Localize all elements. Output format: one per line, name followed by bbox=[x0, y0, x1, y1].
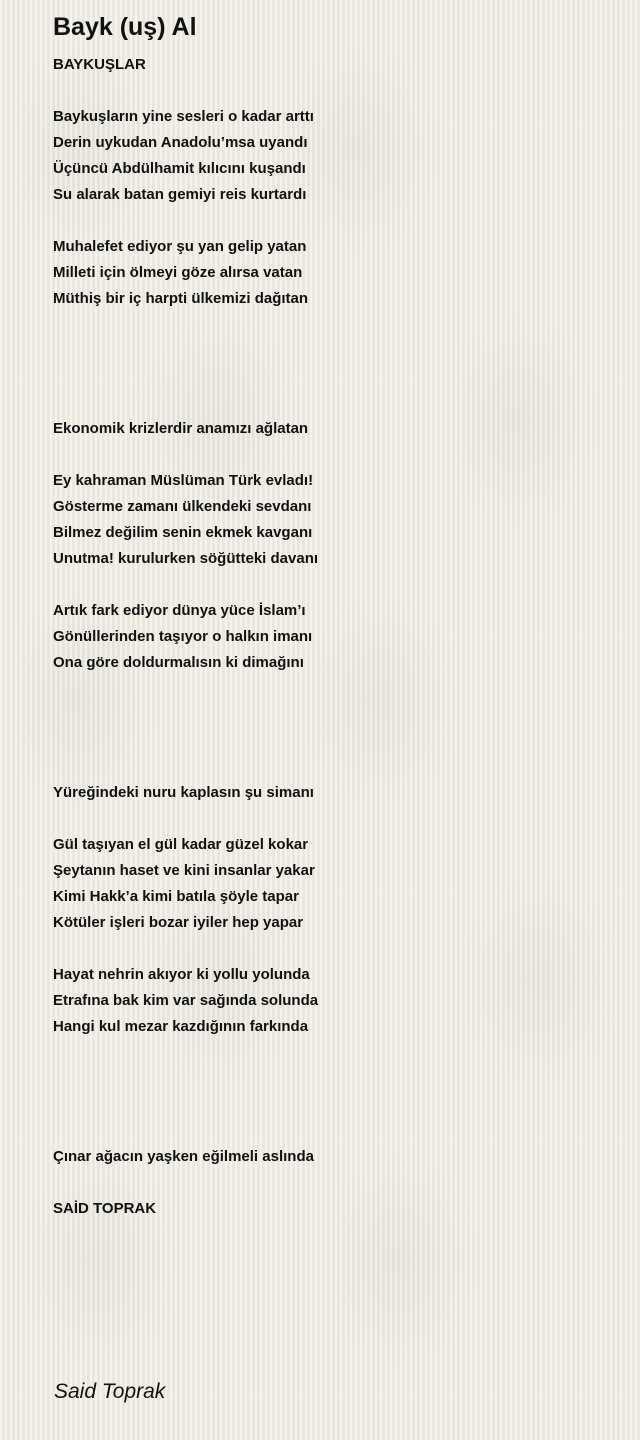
poem-line: Su alarak batan gemiyi reis kurtardı bbox=[53, 186, 307, 203]
poem-line: Müthiş bir iç harpti ülkemizi dağıtan bbox=[53, 290, 309, 307]
poem-line: Gönüllerinden taşıyor o halkın imanı bbox=[53, 628, 313, 645]
poem-line: Üçüncü Abdülhamit kılıcını kuşandı bbox=[53, 160, 306, 177]
blank-line bbox=[53, 338, 613, 364]
blank-line bbox=[53, 390, 613, 416]
blank-line bbox=[53, 78, 613, 104]
blank-line bbox=[53, 676, 613, 702]
poem-line: Yüreğindeki nuru kaplasın şu simanı bbox=[53, 784, 314, 801]
poem-line: Kötüler işleri bozar iyiler hep yapar bbox=[53, 914, 304, 931]
poem-line: Ona göre doldurmalısın ki dimağını bbox=[53, 654, 304, 671]
poem-line: Artık fark ediyor dünya yüce İslam’ı bbox=[53, 602, 306, 619]
poem-body bbox=[53, 52, 613, 1222]
poem-title: Bayk (uş) Al bbox=[53, 13, 197, 41]
poem-line: Milleti için ölmeyi göze alırsa vatan bbox=[53, 264, 303, 281]
blank-line bbox=[53, 1170, 613, 1196]
blank-line bbox=[53, 312, 613, 338]
blank-line bbox=[53, 754, 613, 780]
blank-line bbox=[53, 442, 613, 468]
blank-line bbox=[53, 936, 613, 962]
blank-line bbox=[53, 572, 613, 598]
poem-line: Gül taşıyan el gül kadar güzel kokar bbox=[53, 836, 309, 853]
blank-line bbox=[53, 1118, 613, 1144]
poem-line: Bilmez değilim senin ekmek kavganı bbox=[53, 524, 313, 541]
poem-line: Ey kahraman Müslüman Türk evladı! bbox=[53, 472, 314, 489]
poem-author-line: SAİD TOPRAK bbox=[53, 1200, 157, 1217]
poem-line: Unutma! kurulurken söğütteki davanı bbox=[53, 550, 319, 567]
poem-line: Hayat nehrin akıyor ki yollu yolunda bbox=[53, 966, 310, 983]
author-signature: Said Toprak bbox=[54, 1380, 166, 1403]
poem-line: Muhalefet ediyor şu yan gelip yatan bbox=[53, 238, 307, 255]
blank-line bbox=[53, 728, 613, 754]
poem-line: Şeytanın haset ve kini insanlar yakar bbox=[53, 862, 315, 879]
poem-heading: BAYKUŞLAR bbox=[53, 56, 146, 73]
blank-line bbox=[53, 208, 613, 234]
blank-line bbox=[53, 1092, 613, 1118]
blank-line bbox=[53, 1040, 613, 1066]
blank-line bbox=[53, 806, 613, 832]
poem-line: Hangi kul mezar kazdığının farkında bbox=[53, 1018, 309, 1035]
poem-line: Etrafına bak kim var sağında solunda bbox=[53, 992, 319, 1009]
poem-line: Baykuşların yine sesleri o kadar arttı bbox=[53, 108, 314, 125]
poem-line: Ekonomik krizlerdir anamızı ağlatan bbox=[53, 420, 309, 437]
poem-line: Gösterme zamanı ülkendeki sevdanı bbox=[53, 498, 312, 515]
blank-line bbox=[53, 364, 613, 390]
poem-line: Kimi Hakk’a kimi batıla şöyle tapar bbox=[53, 888, 299, 905]
poem-line: Derin uykudan Anadolu’msa uyandı bbox=[53, 134, 308, 151]
blank-line bbox=[53, 702, 613, 728]
blank-line bbox=[53, 1066, 613, 1092]
poem-line: Çınar ağacın yaşken eğilmeli aslında bbox=[53, 1148, 314, 1165]
